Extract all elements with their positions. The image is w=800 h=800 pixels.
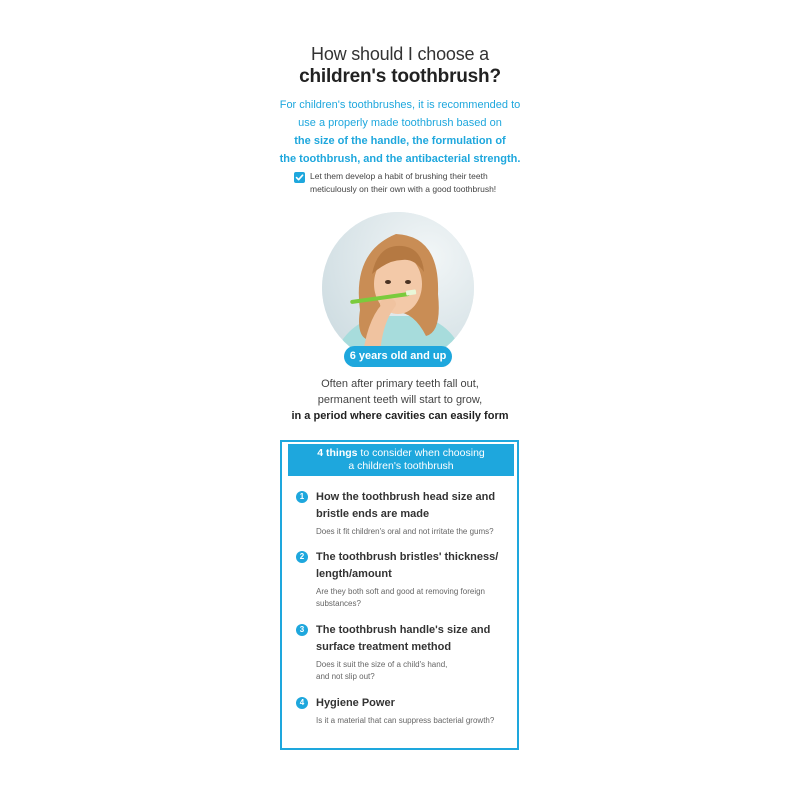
desc-line: permanent teeth will start to grow, — [317, 394, 483, 406]
item-subtitle-line: Are they both soft and good at removing foreign — [316, 587, 485, 596]
child-brushing-photo — [322, 212, 474, 364]
list-item — [296, 695, 511, 727]
item-title-line: The toothbrush bristles' thickness/ — [316, 551, 499, 563]
intro-line: For children's toothbrushes, it is recommended to — [279, 99, 521, 111]
tip-line: meticulously on their own with a good toothbrush! — [310, 184, 497, 194]
page-title-line2: children's toothbrush? — [299, 66, 501, 87]
age-badge: 6 years old and up — [344, 346, 452, 367]
item-subtitle: Does it fit children's oral and not irritate the gums? — [316, 527, 494, 536]
age-description — [270, 376, 530, 424]
item-title — [316, 622, 511, 656]
tip-text — [310, 170, 524, 196]
item-subtitle: Is it a material that can suppress bacterial growth? — [316, 716, 495, 725]
number-badge: 4 — [296, 697, 308, 709]
number-badge: 2 — [296, 551, 308, 563]
tip-row — [294, 170, 524, 196]
item-subtitle — [316, 659, 511, 683]
desc-line: Often after primary teeth fall out, — [321, 378, 479, 390]
item-subtitle — [316, 586, 511, 610]
box-header-rest: to consider when choosing — [357, 447, 485, 459]
intro-line: use a properly made toothbrush based on — [298, 117, 502, 129]
item-title — [316, 549, 511, 583]
item-subtitle-line: and not slip out? — [316, 672, 375, 681]
item-title-line: bristle ends are made — [316, 508, 430, 520]
box-header — [288, 444, 514, 476]
page-title-line1: How should I choose a — [311, 44, 489, 64]
tip-line: Let them develop a habit of brushing their teeth — [310, 171, 488, 181]
considerations-box — [280, 440, 519, 750]
list-item — [296, 549, 511, 610]
box-header-strong: 4 things — [317, 447, 358, 459]
desc-line-strong: in a period where cavities can easily form — [291, 410, 509, 422]
item-title-line: The toothbrush handle's size and — [316, 624, 491, 636]
list-item — [296, 622, 511, 683]
item-subtitle-line: Does it suit the size of a child's hand, — [316, 660, 448, 669]
intro-line-strong: the toothbrush, and the antibacterial strength. — [279, 153, 521, 165]
number-badge: 1 — [296, 491, 308, 503]
item-subtitle-line: substances? — [316, 599, 361, 608]
item-title: Hygiene Power — [316, 697, 395, 709]
checkbox-icon — [294, 172, 305, 183]
intro-line-strong: the size of the handle, the formulation of — [294, 135, 506, 147]
item-title — [316, 489, 511, 523]
number-badge: 3 — [296, 624, 308, 636]
item-title-line: length/amount — [316, 568, 392, 580]
intro-text — [270, 96, 530, 168]
box-header-line2: a children's toothbrush — [348, 460, 454, 472]
item-title-line: How the toothbrush head size and — [316, 491, 496, 503]
list-item — [296, 489, 511, 538]
item-title-line: surface treatment method — [316, 641, 452, 653]
